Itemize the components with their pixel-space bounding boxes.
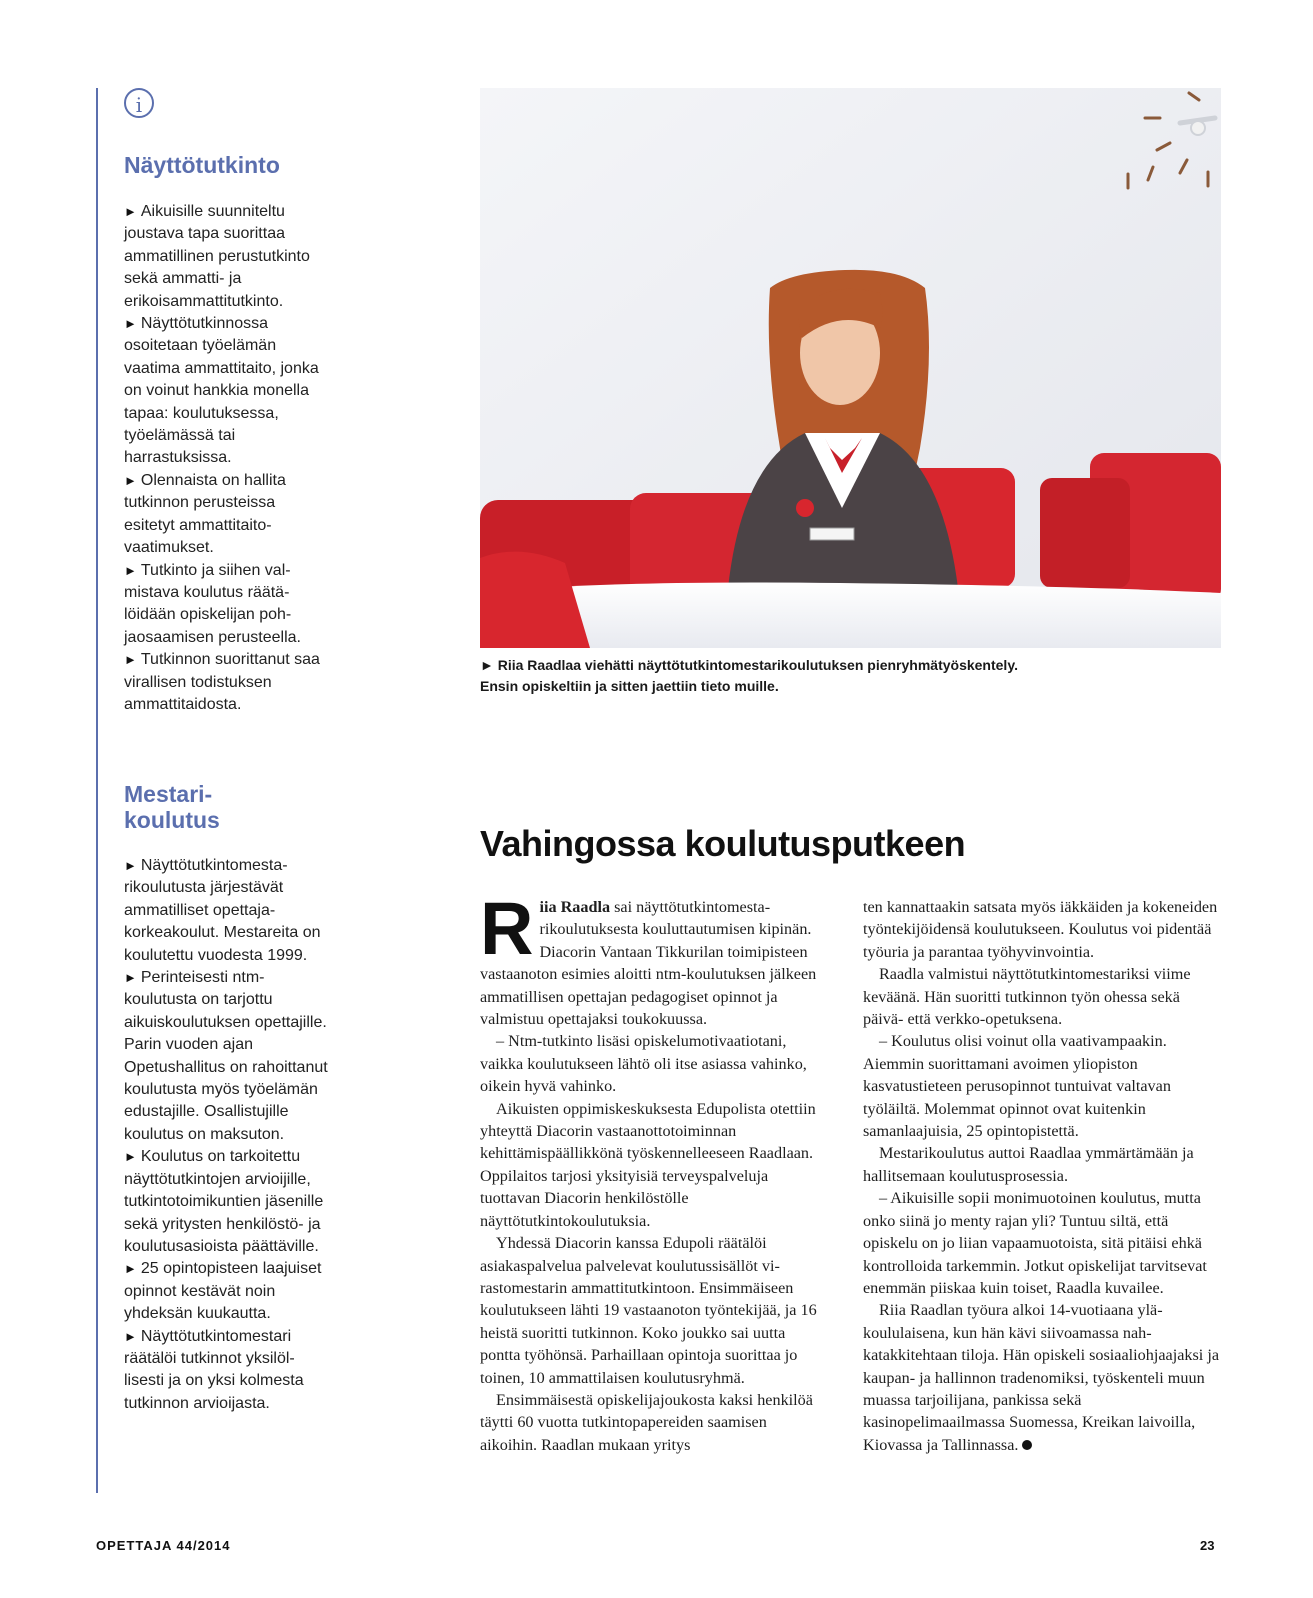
article-paragraph <box>480 887 823 1030</box>
list-item: ► Perinteisesti ntm-koulutusta on tarjottu aikuiskoulutuksen opettajille. Parin vuoden ajan Opetushallitus on rahoittanut koulutusta myös työelämän edustajille. Osallistujille koulutus on maksuton. <box>124 969 328 1143</box>
article-paragraph: Mestarikoulutus auttoi Raadlaa ymmärtämään ja hallitsemaan koulutusprosessia. <box>863 1144 1194 1185</box>
sidebar-list <box>124 201 329 716</box>
lead-name: iia Raadla <box>539 898 611 916</box>
paragraph-text: sai näyttötutkintomestarikoulutuksesta kouluttautumisen kipinän. Diacorin Vantaan Tikkurilan toimipisteen vastaanoton esimies aloitti ntm-koulutuksen jälkeen ammatillisen opettajan pedagogiset opinnot ja valmistuu opettajaksi toukokuussa. <box>480 898 817 1029</box>
list-item: ► Tutkinto ja siihen valmistava koulutus räätälöidään opiskelijan pohjaosaamisen perusteella. <box>124 561 301 646</box>
article-paragraph: ten kannattaakin satsata myös iäkkäiden ja kokeneiden työntekijöidensä koulutukseen. Koulutus voi pidentää työuria ja parantaa työhyvinvointia. <box>863 898 1218 961</box>
list-item-text: Tutkinnon suorittanut saa virallisen todistuksen ammattitaidosta. <box>124 651 320 713</box>
article-paragraph: – Aikuisille sopii monimuotoinen koulutus, mutta onko siinä jo menty rajan yli? Tuntuu siltä, että opiskelu on jo liian vapaamuotoista, sitä pitäisi ehkä kontrolloida tarkemmin. Jotkut opiskelijat tarvitsevat enemmän piiskaa kuin toiset, Raadla kuvailee. <box>863 1189 1207 1297</box>
article-paragraph: Raadla valmistui näyttötutkintomestariksi viime keväänä. Hän suoritti tutkinnon työn ohessa sekä päivä- että verkko-opetuksena. <box>863 965 1191 1029</box>
list-item: ► Koulutus on tarkoitettu näyttötutkintojen arvioijille, tutkintotoimikuntien jäsenille sekä yritysten henkilöstö- ja koulutusasioista päättäville. <box>124 1148 324 1255</box>
sidebar-list <box>124 855 329 1415</box>
drop-cap: R <box>480 887 534 970</box>
article-column-1 <box>480 887 823 1456</box>
sidebar-heading: Näyttötutkinto <box>124 152 280 178</box>
list-item: ► Näyttötutkinnossa osoitetaan työelämän vaatima ammattitaito, jonka on voinut hankkia monella tapaa: koulutuksessa, työelämässä tai harrastuksissa. <box>124 315 319 467</box>
list-item: ► 25 opintopisteen laajuiset opinnot kestävät noin yhdeksän kuukautta. <box>124 1260 322 1323</box>
article-column-2 <box>863 896 1221 1456</box>
list-item-text: Aikuisille suunniteltu joustava tapa suorittaa ammatillinen perustutkinto sekä ammatti- ja erikoisammattitutkinto. <box>124 203 310 310</box>
chair <box>1040 478 1130 588</box>
article-paragraph: Ensimmäisestä opiskelijajoukosta kaksi henkilöä täytti 60 vuotta tutkintopapereiden saamisen aikoihin. Raadlan mukaan yritys <box>480 1390 813 1454</box>
list-item-text: Näyttötutkintomestari räätälöi tutkinnot yksilöllisesti ja on yksi kolmesta tutkinnon arvioijasta. <box>124 1327 304 1412</box>
sidebar-box-nayttotutkinto <box>124 152 329 716</box>
list-item-text: Näyttötutkinnossa osoitetaan työelämän vaatima ammattitaito, jonka on voinut hankkia monella tapaa: koulutuksessa, työelämässä tai harrastuksissa. <box>124 315 319 467</box>
list-item-text: Koulutus on tarkoitettu näyttötutkintojen arvioijille, tutkintotoimikuntien jäsenille sekä yritysten henkilöstö- ja koulutusasioista päättäville. <box>124 1148 324 1255</box>
heading-line: koulutus <box>124 807 220 833</box>
list-item: ► Tutkinnon suorittanut saa virallisen todistuksen ammattitaidosta. <box>124 651 320 713</box>
article-paragraph: – Koulutus olisi voinut olla vaativampaakin. Aiemmin suorittamani avoimen yliopiston kasvatustieteen perusopinnot tuntuivat valtavan työläiltä. Molemmat opinnot ovat kuitenkin samanlaajuisia, 25 opintopistettä. <box>863 1032 1171 1141</box>
list-item-text: 25 opintopisteen laajuiset opinnot kestävät noin yhdeksän kuukautta. <box>124 1260 322 1323</box>
article-paragraph <box>863 1299 1221 1456</box>
article-photo <box>480 88 1221 648</box>
sidebar-rule <box>96 88 98 1493</box>
list-item: ► Aikuisille suunniteltu joustava tapa suorittaa ammatillinen perustutkinto sekä ammatti- ja erikoisammattitutkinto. <box>124 203 310 310</box>
sidebar-box-mestarikoulutus <box>124 781 329 1415</box>
page-number: 23 <box>1200 1538 1215 1553</box>
paragraph-text: Riia Raadlan työura alkoi 14-vuotiaana yläkoululaisena, kun hän kävi siivoamassa nahkatakkitehtaan tiloja. Hän opiskeli sosiaaliohjaajaksi ja kaupan- ja hallinnon tradenomiksi, työskenteli muun muassa tarjoilijana, pankissa sekä kasinopelimaailmassa Suomessa, Kreikan laivoilla, Kiovassa ja Tallinnassa. <box>863 1301 1220 1454</box>
article-paragraph: Aikuisten oppimiskeskuksesta Edupolista otettiin yhteyttä Diacorin vastaanottotoiminnan kehittämispäällikkönä työskennelleeseen Raadlaan. Oppilaitos tarjosi yksityisiä terveyspalveluja tuottavan Diacorin henkilöstölle näyttötutkintokoulutuksia. <box>480 1099 816 1230</box>
list-item-text: Näyttötutkintomestarikoulutusta järjestävät ammatilliset opettajakorkeakoulut. Mestareita on koulutettu vuodesta 1999. <box>124 857 321 964</box>
list-item: ► Olennaista on hallita tutkinnon perusteissa esitetyt ammattitaitovaatimukset. <box>124 471 286 557</box>
photo-caption <box>480 655 1180 697</box>
article-paragraph: – Ntm-tutkinto lisäsi opiskelumotivaatiotani, vaikka koulutukseen lähtö oli itse asiassa vahinko, oikein hyvä vahinko. <box>480 1032 807 1096</box>
list-item-text: Olennaista on hallita tutkinnon perusteissa esitetyt ammattitaitovaatimukset. <box>124 471 286 557</box>
article-headline: Vahingossa koulutusputkeen <box>480 823 966 864</box>
table <box>480 582 1221 648</box>
list-item-text: Tutkinto ja siihen valmistava koulutus räätälöidään opiskelijan pohjaosaamisen perusteella. <box>124 561 301 646</box>
list-item: ► Näyttötutkintomestari räätälöi tutkinnot yksilöllisesti ja on yksi kolmesta tutkinnon arvioijasta. <box>124 1327 304 1412</box>
end-mark-icon <box>1022 1440 1032 1450</box>
photo-illustration <box>480 88 1221 648</box>
caption-line: Ensin opiskeltiin ja sitten jaettiin tieto muille. <box>480 678 779 694</box>
footer-magazine: OPETTAJA 44/2014 <box>96 1538 231 1553</box>
sidebar-heading <box>124 781 329 833</box>
list-item: ► Näyttötutkintomestarikoulutusta järjestävät ammatilliset opettajakorkeakoulut. Mestareita on koulutettu vuodesta 1999. <box>124 857 321 964</box>
heading-line: Mestari- <box>124 781 213 807</box>
info-icon: i <box>124 88 154 118</box>
list-item-text: Perinteisesti ntm-koulutusta on tarjottu aikuiskoulutuksen opettajille. Parin vuoden ajan Opetushallitus on rahoittanut koulutusta myös työelämän edustajille. Osallistujille koulutus on maksuton. <box>124 969 328 1143</box>
caption-line: ► Riia Raadlaa viehätti näyttötutkintomestarikoulutuksen pienryhmätyöskentely. <box>480 657 1018 673</box>
article-paragraph: Yhdessä Diacorin kanssa Edupoli räätälöi asiakaspalvelua palvelevat koulutussisällöt virastomestarin ammattitutkintoon. Ensimmäiseen koulutukseen lähti 19 vastaanoton työntekijää, ja 16 heistä suoritti tutkinnon. Koko joukko sai uutta pontta työhönsä. Parhaillaan opintoja suorittaa jo toinen, 10 ammattilaisen koulutusryhmä. <box>480 1234 817 1387</box>
